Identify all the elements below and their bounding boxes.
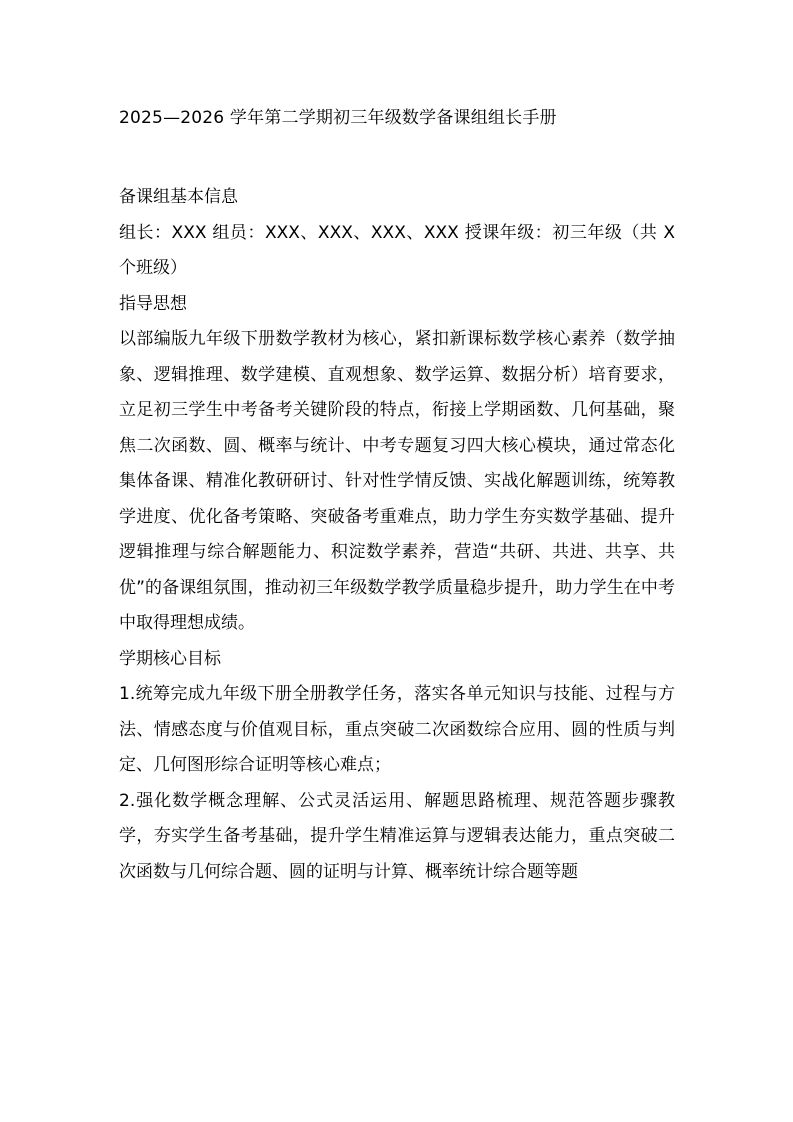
document-body (119, 180, 675, 890)
paragraph-guiding-ideology: 以部编版九年级下册数学教材为核心，紧扣新课标数学核心素养（数学抽象、逻辑推理、数学建模、直观想象、数学运算、数据分析）培育要求，立足初三学生中考备考关键阶段的特点，衔接上学期函数、几何基础，聚焦二次函数、圆、概率与统计、中考专题复习四大核心模块，通过常态化集体备课、精准化教研研讨、针对性学情反馈、实战化解题训练，统筹教学进度、优化备考策略、突破备考重难点，助力学生夯实数学基础、提升逻辑推理与综合解题能力、积淀数学素养，营造“共研、共进、共享、共优”的备课组氛围，推动初三年级数学教学质量稳步提升，助力学生在中考中取得理想成绩。 (119, 329, 675, 633)
heading-basic-info: 备课组基本信息 (119, 187, 238, 207)
paragraph-members: 组长：XXX 组员：XXX、XXX、XXX、XXX 授课年级：初三年级（共 X 个班级） (119, 222, 675, 278)
paragraph-goal-2: 2.强化数学概念理解、公式灵活运用、解题思路梳理、规范答题步骤教学，夯实学生备考基础，提升学生精准运算与逻辑表达能力，重点突破二次函数与几何综合题、圆的证明与计算、概率统计综合题等题 (119, 790, 675, 882)
heading-guiding-ideology: 指导思想 (119, 293, 187, 314)
paragraph-goal-1: 1.统筹完成九年级下册全册教学任务，落实各单元知识与技能、过程与方法、情感态度与价值观目标，重点突破二次函数综合应用、圆的性质与判定、几何图形综合证明等核心难点； (119, 684, 675, 775)
document-title: 2025—2026 学年第二学期初三年级数学备课组组长手册 (119, 108, 557, 128)
heading-core-goals: 学期核心目标 (119, 648, 221, 669)
